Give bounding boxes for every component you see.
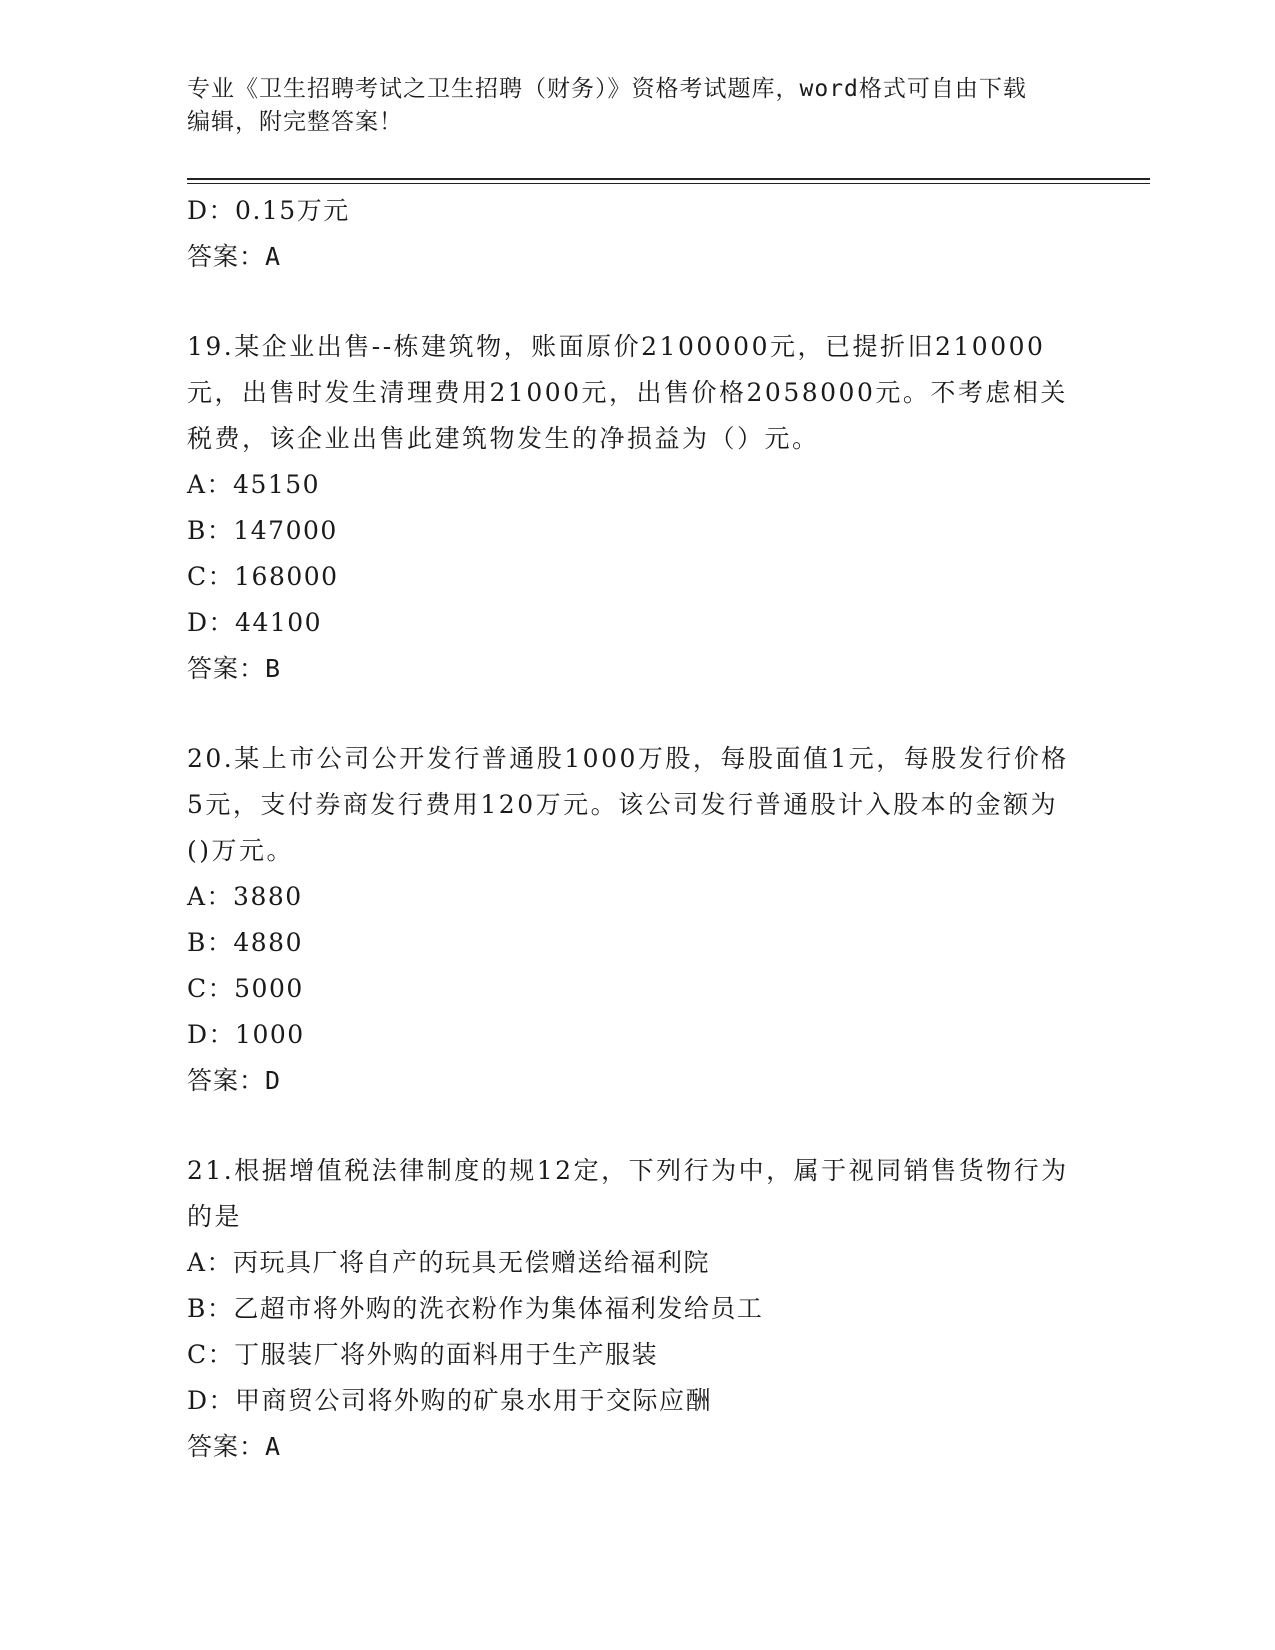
option-d: D：1000 bbox=[187, 1020, 305, 1049]
question-20 bbox=[187, 736, 1077, 1104]
option-b: B：4880 bbox=[187, 928, 303, 957]
document-header bbox=[187, 73, 1087, 139]
option-a: A：3880 bbox=[187, 882, 303, 911]
answer-line: 答案：B bbox=[187, 654, 282, 683]
option-a: A：45150 bbox=[187, 470, 321, 499]
header-divider bbox=[187, 178, 1150, 180]
option-d: D：甲商贸公司将外购的矿泉水用于交际应酬 bbox=[187, 1386, 713, 1415]
question-21 bbox=[187, 1148, 1077, 1470]
question-text: 21.根据增值税法律制度的规12定，下列行为中，属于视同销售货物行为的是 bbox=[187, 1156, 1069, 1231]
option-b: B：147000 bbox=[187, 516, 338, 545]
header-divider-thin bbox=[187, 183, 1150, 184]
option-c: C：5000 bbox=[187, 974, 304, 1003]
header-line-1: 专业《卫生招聘考试之卫生招聘（财务）》资格考试题库，word格式可自由下载 bbox=[187, 76, 1027, 102]
option-b: B：乙超市将外购的洗衣粉作为集体福利发给员工 bbox=[187, 1294, 764, 1323]
option-d: D：0.15万元 bbox=[187, 196, 350, 225]
option-c: C：168000 bbox=[187, 562, 339, 591]
answer-line: 答案：A bbox=[187, 1432, 282, 1461]
header-line-2: 编辑，附完整答案！ bbox=[187, 109, 403, 135]
option-d: D：44100 bbox=[187, 608, 323, 637]
answer-line: 答案：D bbox=[187, 1066, 282, 1095]
question-text: 19.某企业出售--栋建筑物，账面原价2100000元，已提折旧210000元，出售时发生清理费用21000元，出售价格2058000元。不考虑相关税费，该企业出售此建筑物发生的净损益为（）元。 bbox=[187, 332, 1068, 453]
option-a: A：丙玩具厂将自产的玩具无偿赠送给福利院 bbox=[187, 1248, 711, 1277]
previous-question-tail bbox=[187, 188, 1077, 280]
question-list bbox=[187, 188, 1077, 1470]
question-19 bbox=[187, 324, 1077, 692]
option-c: C：丁服装厂将外购的面料用于生产服装 bbox=[187, 1340, 659, 1369]
question-text: 20.某上市公司公开发行普通股1000万股，每股面值1元，每股发行价格5元，支付券商发行费用120万元。该公司发行普通股计入股本的金额为()万元。 bbox=[187, 744, 1069, 865]
answer-line: 答案：A bbox=[187, 242, 282, 271]
